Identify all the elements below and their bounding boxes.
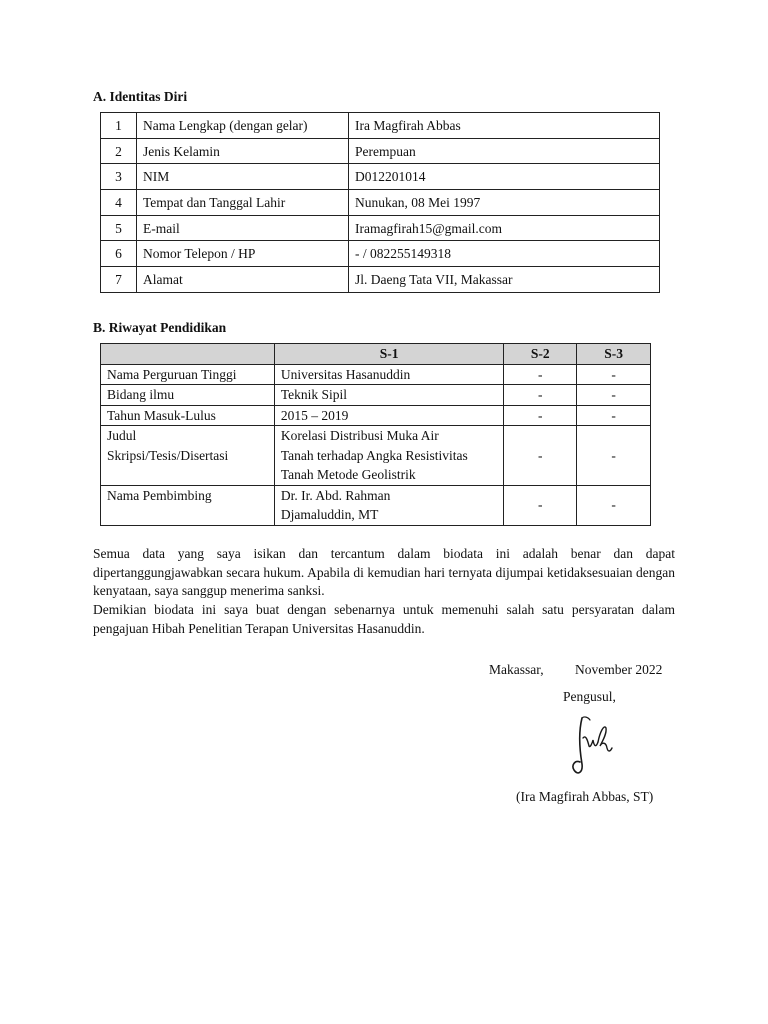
row-label-line: Skripsi/Tesis/Disertasi: [107, 447, 229, 463]
s1-value: [274, 426, 503, 486]
row-label: Tahun Masuk-Lulus: [101, 405, 275, 426]
row-number: 4: [101, 190, 137, 216]
table-header-row: [101, 344, 651, 365]
column-header-s1: S-1: [274, 344, 503, 365]
row-number: 5: [101, 215, 137, 241]
education-table: [100, 343, 651, 526]
s1-value: Universitas Hasanuddin: [274, 364, 503, 385]
table-row: [101, 164, 660, 190]
field-label: E-mail: [137, 215, 349, 241]
section-b-heading: B. Riwayat Pendidikan: [93, 320, 227, 335]
signature-place: Makassar,: [489, 662, 544, 677]
table-row: [101, 215, 660, 241]
field-value: Iramagfirah15@gmail.com: [349, 215, 660, 241]
row-label: [101, 426, 275, 486]
s2-value: -: [504, 426, 577, 486]
section-a-heading: A. Identitas Diri: [93, 89, 188, 104]
row-number: 7: [101, 267, 137, 293]
signer-name: (Ira Magfirah Abbas, ST): [516, 789, 654, 804]
identity-table: [100, 112, 660, 293]
s1-value-line: Korelasi Distribusi Muka Air: [280, 428, 439, 443]
table-row: [101, 405, 651, 426]
table-row: [101, 385, 651, 406]
handwritten-signature: [566, 712, 616, 780]
row-number: 1: [101, 113, 137, 139]
table-row: [101, 113, 660, 139]
proposer-label: Pengusul,: [563, 689, 616, 704]
field-value: Perempuan: [349, 138, 660, 164]
s3-value: -: [577, 405, 651, 426]
s3-value: -: [577, 385, 651, 406]
s3-value: -: [577, 426, 651, 486]
s1-value-line: Tanah Metode Geolistrik: [280, 467, 416, 482]
field-value: - / 082255149318: [349, 241, 660, 267]
s2-value: -: [504, 385, 577, 406]
field-label: Nama Lengkap (dengan gelar): [137, 113, 349, 139]
row-label: Bidang ilmu: [101, 385, 275, 406]
row-label: Nama Pembimbing: [101, 485, 275, 525]
field-label: Tempat dan Tanggal Lahir: [137, 190, 349, 216]
column-header-s3: S-3: [577, 344, 651, 365]
table-row: [101, 485, 651, 525]
field-value: Nunukan, 08 Mei 1997: [349, 190, 660, 216]
s3-value: -: [577, 364, 651, 385]
s1-value-line: Dr. Ir. Abd. Rahman: [280, 487, 391, 503]
column-header-s2: S-2: [504, 344, 577, 365]
field-label: Nomor Telepon / HP: [137, 241, 349, 267]
s1-value-line: Tanah terhadap Angka Resistivitas: [280, 447, 468, 463]
column-header: [101, 344, 275, 365]
field-label: Alamat: [137, 267, 349, 293]
s1-value: 2015 – 2019: [274, 405, 503, 426]
row-label: Nama Perguruan Tinggi: [101, 364, 275, 385]
s2-value: -: [504, 405, 577, 426]
row-number: 3: [101, 164, 137, 190]
row-number: 2: [101, 138, 137, 164]
s1-value: Teknik Sipil: [274, 385, 503, 406]
statement-paragraph: Semua data yang saya isikan dan tercantum dalam biodata ini adalah benar dan dapat dipertanggungjawabkan secara hukum. Apabila di kemudian hari ternyata dijumpai ketidaksesuaian dengan kenyataan, saya sanggup menerima sanksi.: [93, 546, 675, 598]
s3-value: -: [577, 485, 651, 525]
row-label-line: Judul: [107, 428, 137, 443]
s2-value: -: [504, 485, 577, 525]
table-row: [101, 138, 660, 164]
signature-date: November 2022: [575, 662, 663, 677]
field-label: NIM: [137, 164, 349, 190]
table-row: [101, 190, 660, 216]
field-value: D012201014: [349, 164, 660, 190]
table-row: [101, 241, 660, 267]
field-value: Jl. Daeng Tata VII, Makassar: [349, 267, 660, 293]
table-row: [101, 426, 651, 486]
table-row: [101, 267, 660, 293]
s2-value: -: [504, 364, 577, 385]
field-value: Ira Magfirah Abbas: [349, 113, 660, 139]
table-row: [101, 364, 651, 385]
s1-value-line: Djamaluddin, MT: [280, 507, 379, 522]
s1-value: [274, 485, 503, 525]
closing-paragraph: Demikian biodata ini saya buat dengan sebenarnya untuk memenuhi salah satu persyaratan dalam pengajuan Hibah Penelitian Terapan Universitas Hasanuddin.: [93, 602, 675, 636]
field-label: Jenis Kelamin: [137, 138, 349, 164]
row-number: 6: [101, 241, 137, 267]
